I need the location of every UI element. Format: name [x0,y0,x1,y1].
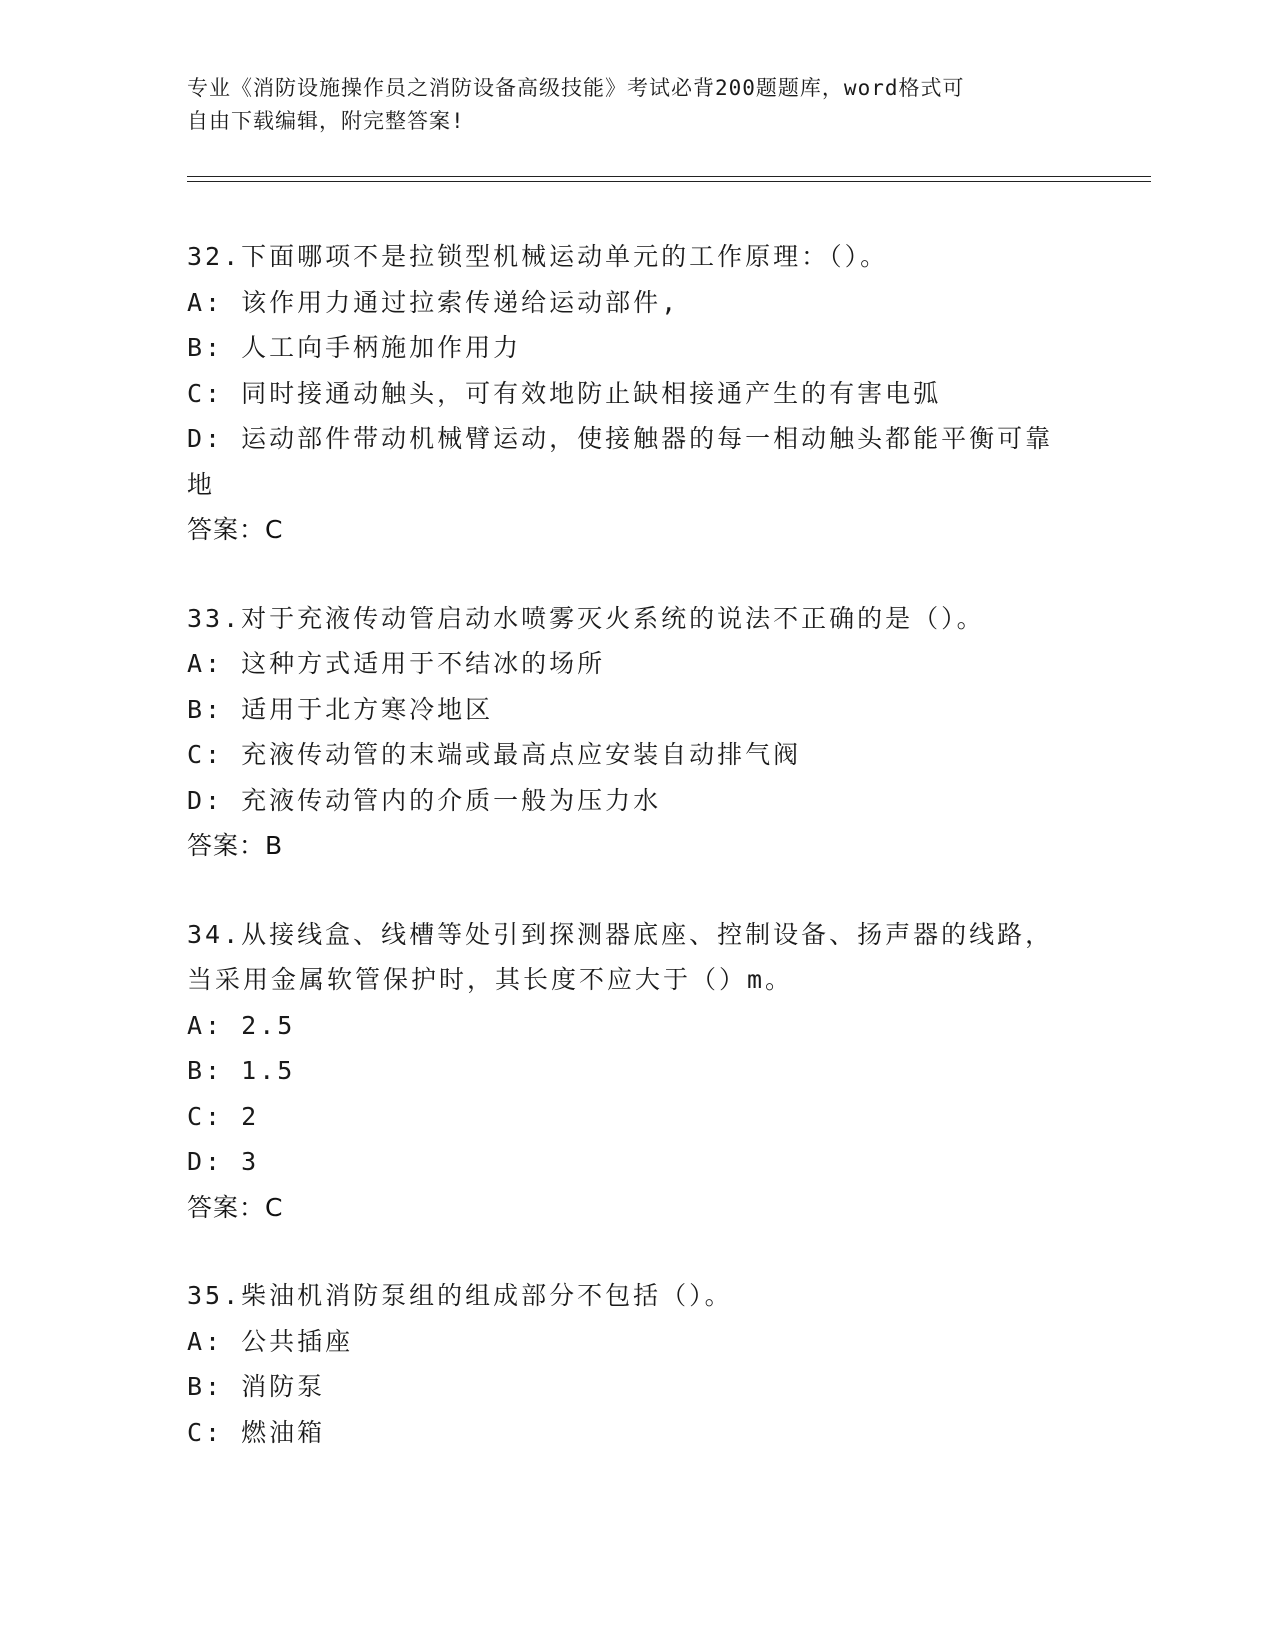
option-a: A: 公共插座 [187,1326,354,1356]
option-b: B: 消防泵 [187,1372,326,1401]
question-list [187,234,1087,1498]
question-33 [187,596,1087,869]
question-text-continued: 当采用金属软管保护时，其长度不应大于（）m。 [187,965,794,994]
option-b: B: 人工向手柄施加作用力 [187,333,522,362]
option-a: A: 该作用力通过拉索传递给运动部件, [187,287,680,317]
option-b: B: 适用于北方寒冷地区 [187,694,494,724]
question-text: 34.从接线盒、线槽等处引到探测器底座、控制设备、扬声器的线路， [187,919,1054,949]
option-d: D: 3 [187,1147,260,1176]
option-d: D: 充液传动管内的介质一般为压力水 [187,785,662,815]
question-text: 35.柴油机消防泵组的组成部分不包括（）。 [187,1281,733,1310]
header-line-2: 自由下载编辑，附完整答案! [187,109,465,133]
option-d-continued: 地 [187,469,216,499]
document-header [187,72,1067,138]
option-a: A: 这种方式适用于不结冰的场所 [187,649,606,678]
question-34 [187,912,1087,1231]
question-32 [187,234,1087,553]
question-35 [187,1273,1087,1455]
option-d: D: 运动部件带动机械臂运动，使接触器的每一相动触头都能平衡可靠 [187,424,1054,453]
option-c: C: 同时接通动触头，可有效地防止缺相接通产生的有害电弧 [187,378,942,408]
question-text: 33.对于充液传动管启动水喷雾灭火系统的说法不正确的是（）。 [187,603,985,633]
answer-label: 答案：C [187,1192,284,1222]
option-a: A: 2.5 [187,1010,296,1040]
answer-label: 答案：B [187,831,284,860]
option-c: C: 燃油箱 [187,1417,326,1447]
option-c: C: 2 [187,1101,260,1131]
answer-label: 答案：C [187,515,284,544]
header-line-1: 专业《消防设施操作员之消防设备高级技能》考试必背200题题库，word格式可 [187,76,965,100]
option-b: B: 1.5 [187,1056,296,1085]
question-text: 32.下面哪项不是拉锁型机械运动单元的工作原理：（）。 [187,242,889,271]
option-c: C: 充液传动管的末端或最高点应安装自动排气阀 [187,740,802,769]
header-divider [187,176,1151,182]
